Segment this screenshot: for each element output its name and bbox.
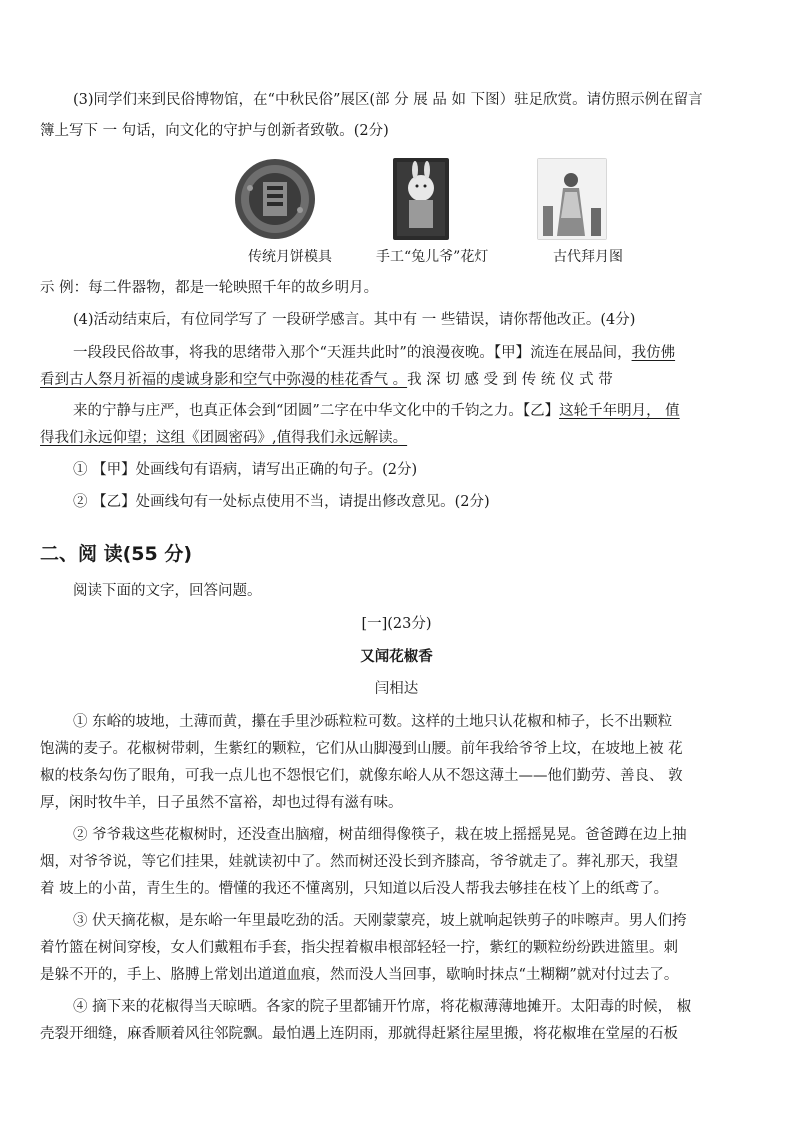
paragraph-2-line: 烟，对爷爷说，等它们挂果，娃就读初中了。然而树还没长到齐膝高，爷爷就走了。葬礼那天，我望 [40,854,678,870]
q4-underline-yi-cont: 得我们永远仰望；这组《团圆密码》,值得我们永远解读。 [40,430,408,446]
reading-instruction: 阅读下面的文字，回答问题。 [73,583,262,599]
caption-moon-painting: 古代拜月图 [553,249,623,265]
q4-para-line-3 [73,401,680,421]
paragraph-2-line: 着 坡上的小苗，青生生的。懵懂的我还不懂离别，只知道以后没人帮我去够挂在枝丫上的纸鸢了。 [40,881,669,897]
paragraph-3-line: 是躲不开的，手上、胳膊上常划出道道血痕，然而没人当回事，歇晌时抹点“土糊糊”就对付过去了。 [40,967,679,983]
q3-example: 示 例：每二件器物，都是一轮映照千年的故乡明月。 [40,280,379,296]
paragraph-4-line: 壳裂开细缝，麻香顺着风往邻院飘。最怕遇上连阴雨，那就得赶紧往屋里搬，将花椒堆在堂屋的石板 [40,1026,678,1042]
part-label: [一](23分) [361,616,432,632]
q4-text: 一段段民俗故事，将我的思绪带入那个“天涯共此时”的浪漫夜晚。【甲】流连在展品间， [73,345,632,361]
caption-rabbit-lantern: 手工“兔儿爷”花灯 [376,249,489,265]
q4-text: 我 深 切 感 受 到 传 统 仪 式 带 [407,372,613,388]
q4-underline-jia: 我仿佛 [631,345,676,361]
mooncake-mold-photo [228,158,322,240]
q4-para-line-4 [40,428,407,448]
caption-mooncake-mold: 传统月饼模具 [248,249,332,265]
moon-worship-painting-photo [537,158,607,240]
paragraph-1-line: 厚，闲时牧牛羊，日子虽然不富裕，却也过得有滋有味。 [40,795,403,811]
paragraph-4-line: ④ 摘下来的花椒得当天晾晒。各家的院子里都铺开竹席，将花椒薄薄地摊开。太阳毒的时候， 椒 [73,999,692,1015]
paragraph-1-line: 椒的枝条勾伤了眼角，可我一点儿也不怨恨它们，就像东峪人从不怨这薄土——他们勤劳、善良、 敦 [40,768,683,784]
paragraph-1-line: 饱满的麦子。花椒树带刺，生紫红的颗粒，它们从山脚漫到山腰。前年我给爷爷上坟，在坡地上被 花 [40,741,683,757]
q4-underline-yi: 这轮千年明月， 值 [559,403,680,419]
q3-line-1: (3)同学们来到民俗博物馆，在“中秋民俗”展区(部 分 展 品 如 下图）驻足欣赏。请仿照示例在留言 [73,92,703,108]
q4-para-line-1 [73,343,675,363]
q4-sub-question-2: ② 【乙】处画线句有一处标点使用不当，请提出修改意见。(2分) [73,494,490,510]
article-author: 闫相达 [374,681,419,697]
article-title: 又闻花椒香 [360,648,433,665]
q4-text: 来的宁静与庄严，也真正体会到“团圆”二字在中华文化中的千钧之力。【乙】 [73,403,560,419]
q4-para-line-2 [40,370,613,390]
section-title: 二、阅 读(55 分) [40,543,193,565]
paragraph-2-line: ② 爷爷栽这些花椒树时，还没查出脑瘤，树苗细得像筷子，栽在坡上摇摇晃晃。爸爸蹲在边上抽 [73,827,687,843]
paragraph-3-line: 着竹篮在树间穿梭，女人们戴粗布手套，指尖捏着椒串根部轻轻一拧，紫红的颗粒纷纷跌进篮里。刺 [40,940,678,956]
q4-intro: (4)活动结束后，有位同学写了 一段研学感言。其中有 一 些错误，请你帮他改正。(4分) [73,312,636,328]
paragraph-3-line: ③ 伏天摘花椒，是东峪一年里最吃劲的活。天刚蒙蒙亮，坡上就响起铁剪子的咔嚓声。男人们挎 [73,913,687,929]
q3-line-2: 簿上写下 一 句话，向文化的守护与创新者致敬。(2分) [40,123,389,139]
rabbit-lantern-photo [393,158,449,240]
paragraph-1-line: ① 东峪的坡地，土薄而黄，攥在手里沙砾粒粒可数。这样的土地只认花椒和柿子，长不出颗粒 [73,714,673,730]
q4-sub-question-1: ① 【甲】处画线句有语病，请写出正确的句子。(2分) [73,462,418,478]
q4-underline-jia-cont: 看到古人祭月祈福的虔诚身影和空气中弥漫的桂花香气 。 [40,372,408,388]
